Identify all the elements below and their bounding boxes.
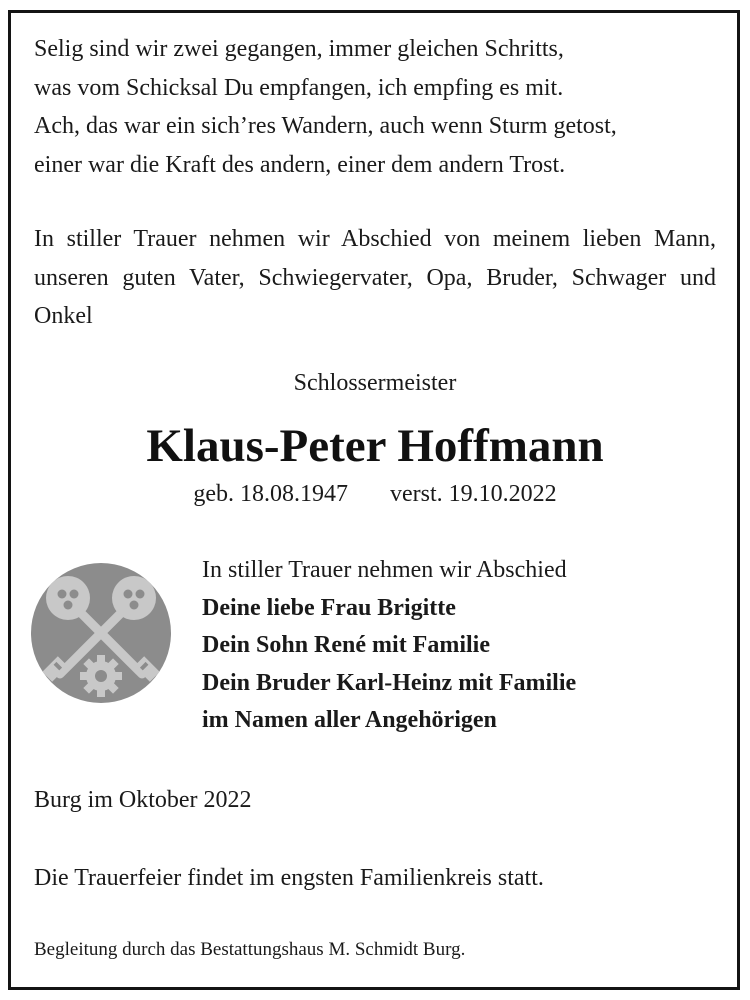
crossed-keys-gear-icon <box>30 562 172 704</box>
deceased-name: Klaus-Peter Hoffmann <box>146 420 604 472</box>
mourner-entry: Dein Bruder Karl-Heinz mit Familie <box>202 669 577 696</box>
ceremony-note: Die Trauerfeier findet im engsten Familienkreis statt. <box>34 865 544 891</box>
undertaker-note: Begleitung durch das Bestattungshaus M. Schmidt Burg. <box>34 939 466 960</box>
poem-line: was vom Schicksal Du empfangen, ich empfing es mit. <box>34 74 564 101</box>
place-and-date: Burg im Oktober 2022 <box>34 787 252 813</box>
poem <box>34 30 724 184</box>
life-dates <box>0 476 750 512</box>
intro-text: In stiller Trauer nehmen wir Abschied von meinem lieben Mann, unseren guten Vater, Schwiegervater, Opa, Bruder, Schwager und Onkel <box>34 226 716 329</box>
poem-line: Selig sind wir zwei gegangen, immer gleichen Schritts, <box>34 36 564 62</box>
mourner-entry: Deine liebe Frau Brigitte <box>202 594 456 621</box>
poem-line: Ach, das war ein sich’res Wandern, auch wenn Sturm getost, <box>34 113 617 139</box>
birth-date: geb. 18.08.1947 <box>193 481 348 507</box>
death-date: verst. 19.10.2022 <box>390 481 557 507</box>
mourners-intro: In stiller Trauer nehmen wir Abschied <box>202 557 567 583</box>
mourner-entry: Dein Sohn René mit Familie <box>202 632 490 658</box>
occupation: Schlossermeister <box>293 370 457 396</box>
mourner-entry: im Namen aller Angehörigen <box>202 707 497 733</box>
poem-line: einer war die Kraft des andern, einer dem andern Trost. <box>34 151 566 178</box>
mourners-list <box>202 552 722 740</box>
